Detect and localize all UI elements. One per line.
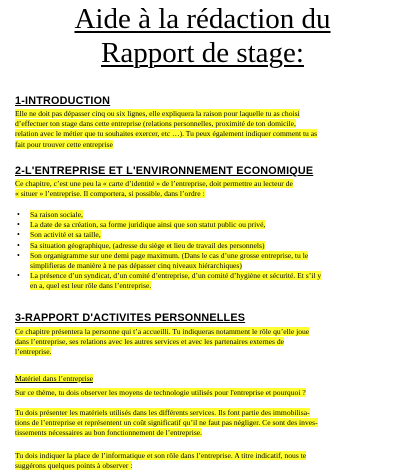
introduction-paragraph [15, 109, 393, 150]
text-line: La présence d’un syndicat, d’un comité d’entreprise, d’un comité d’hygiène et sécurité. Et s’il y [30, 271, 322, 281]
text-line: suggérons quelques points à observer : [15, 461, 133, 471]
bullet-icon: • [17, 250, 20, 260]
entreprise-bullet-list [15, 210, 393, 292]
text-line: Sa situation géographique, (adresse du siège et lieu de travail des personnels) [30, 240, 265, 250]
text-line: Elle ne doit pas dépasser cinq ou six lignes, elle expliquera la raison pour laquelle tu as choisi [15, 109, 300, 118]
bullet-icon: • [17, 271, 20, 281]
document-title [0, 2, 405, 70]
section-heading-entreprise: 2-L'ENTREPRISE ET L'ENVIRONNEMENT ECONOMIQUE [15, 165, 314, 177]
text-line: dans l’entreprise, ses relations avec les autres services et avec les partenaires externes de [15, 337, 285, 347]
bullet-icon: • [17, 210, 20, 219]
list-item [15, 230, 393, 240]
text-line: fait pour trouver cette entreprise [15, 139, 113, 149]
text-line: « situer » l’entreprise. Il comportera, si possible, dans l’ordre : [15, 189, 205, 199]
text-line: tissements nécessaires au bon fonctionnement de l’entreprise. [15, 428, 203, 438]
text-line: Ce chapitre présentera la personne qui t’a accueilli. Tu indiqueras notamment le rôle qu’elle joue [15, 327, 310, 336]
bullet-icon: • [17, 230, 20, 240]
entreprise-paragraph [15, 179, 393, 199]
text-line: d’effectuer ton stage dans cette entreprise (relations personnelles, proximité de ton domicile, [15, 119, 296, 129]
rapport-paragraph [15, 327, 393, 358]
text-line: Sa raison sociale, [30, 210, 83, 219]
list-item [15, 220, 393, 230]
materiel-intro [15, 388, 393, 398]
materiel-paragraph [15, 408, 393, 439]
bullet-icon: • [17, 240, 20, 250]
materiel-subheading [15, 374, 393, 384]
text-line: Son activité et sa taille, [30, 230, 101, 240]
title-line-1: Aide à la rédaction du [74, 3, 331, 35]
list-item [15, 210, 393, 220]
subheading-text: Matériel dans l’entreprise [15, 374, 94, 383]
list-item [15, 271, 393, 291]
section-heading-rapport: 3-RAPPORT D'ACTIVITES PERSONNELLES [15, 312, 246, 324]
text-line: Sur ce thème, tu dois observer les moyens de technologie utilisés pour l'entreprise et pourquoi ? [15, 388, 306, 397]
text-line: en a, quel est leur rôle dans l’entreprise. [30, 281, 152, 291]
text-line: tions de l’entreprise et représentent un coût significatif qu’il ne faut pas négliger. Ce sont des inves- [15, 418, 318, 428]
list-item [15, 251, 393, 271]
informatique-paragraph [15, 451, 393, 471]
section-heading-introduction: 1-INTRODUCTION [15, 95, 111, 107]
text-line: La date de sa création, sa forme juridique ainsi que son statut public ou privé, [30, 220, 266, 230]
text-line: Tu dois présenter les matériels utilisés dans les différents services. Ils font partie des immobilisa- [15, 408, 310, 417]
text-line: relation avec le métier que tu souhaites exercer, etc …). Tu peux également indiquer comment tu as [15, 129, 318, 139]
text-line: simplifieras de manière à ne pas dépasser cinq niveaux hiérarchiques) [30, 261, 242, 271]
text-line: Son organigramme sur une demi page maximum. (Dans le cas d’une grosse entreprise, tu le [30, 250, 309, 260]
title-line-2: Rapport de stage: [101, 37, 304, 69]
bullet-icon: • [17, 220, 20, 230]
text-line: l’entreprise. [15, 347, 52, 357]
list-item [15, 241, 393, 251]
text-line: Ce chapitre, c’est une peu la « carte d’identité » de l’entreprise, doit permettre au lecteur de [15, 179, 293, 188]
text-line: Tu dois indiquer la place de l’informatique et son rôle dans l’entreprise. A titre indicatif, nous te [15, 451, 307, 460]
